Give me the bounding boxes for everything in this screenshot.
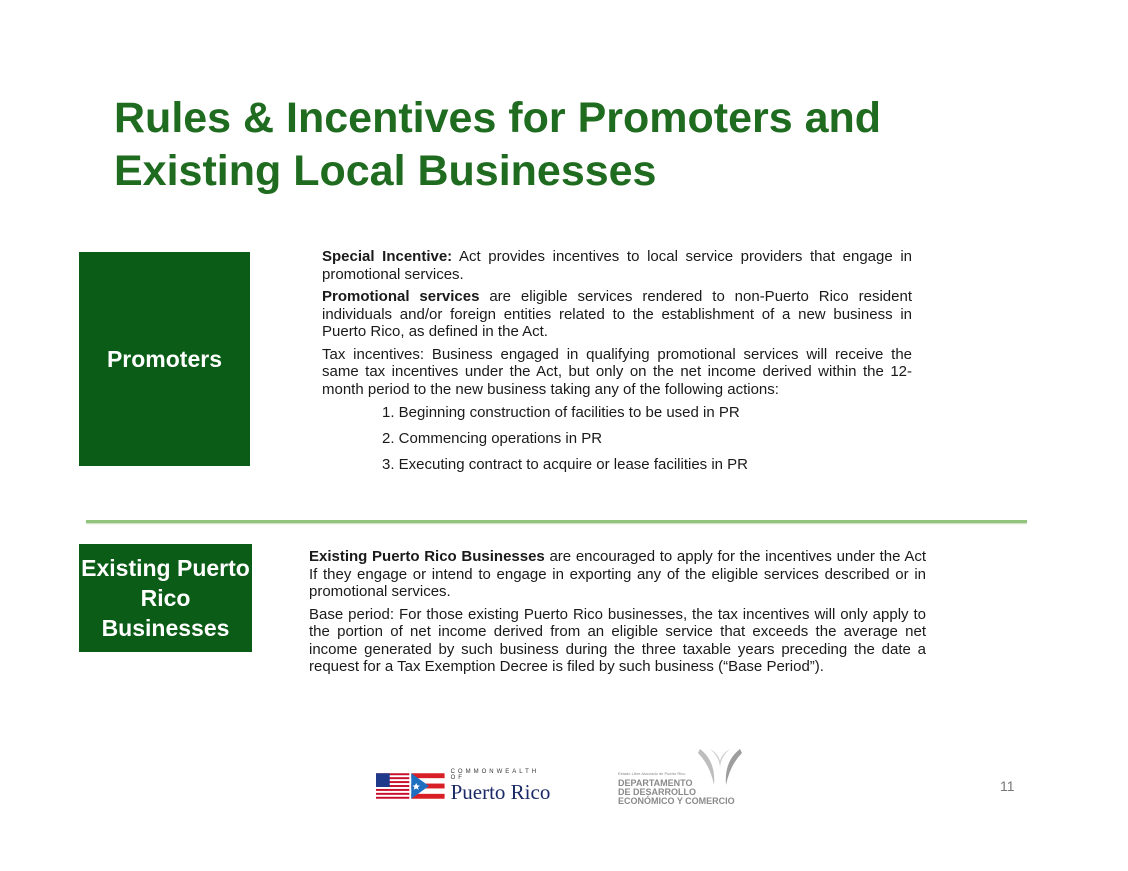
list-item: 1. Beginning construction of facilities to be used in PR — [382, 404, 740, 421]
promoters-label: Promoters — [106, 346, 223, 372]
promotional-services-paragraph — [322, 288, 912, 341]
base-period-paragraph: Base period: For those existing Puerto Rico businesses, the tax incentives will only apply to the portion of net income derived from an eligible service that exceeds the average net income generated by such business during the three taxable years preceding the date a request for a Tax Exemption Decree is filed by such business (“Base Period”). — [309, 605, 926, 675]
ddec-line-1: DEPARTAMENTO — [618, 778, 693, 788]
special-incentive-paragraph — [322, 248, 912, 283]
ddec-small-text: Estado Libre Asociado de Puerto Rico — [618, 771, 686, 776]
promoters-label-box — [79, 252, 250, 466]
pr-logo-small-text: COMMONWEALTH OF — [450, 769, 540, 781]
ddec-line-2: DE DESARROLLO — [618, 787, 697, 797]
list-item: 2. Commencing operations in PR — [382, 430, 603, 447]
us-pr-flags-icon — [376, 773, 445, 799]
tax-incentives-paragraph: Tax incentives: Business engaged in qualifying promotional services will receive the same tax incentives under the Act, but only on the net income derived within the 12-month period to the new business taking any of the following actions: — [322, 345, 912, 398]
existing-businesses-label: Existing Puerto Rico Businesses — [81, 555, 250, 641]
actions-list — [382, 404, 912, 474]
existing-businesses-text: are encouraged to apply for the incentives under the Act If they engage or intend to engage in exporting any of the eligible services described or in promotional services. — [309, 548, 926, 600]
list-item: 3. Executing contract to acquire or lease facilities in PR — [382, 456, 749, 473]
special-incentive-term: Special Incentive: — [322, 248, 453, 265]
slide-title: Rules & Incentives for Promoters and Existing Local Businesses — [114, 94, 882, 195]
special-incentive-text: Act provides incentives to local service providers that engage in promotional services. — [322, 248, 913, 283]
ddec-line-3: ECONÓMICO Y COMERCIO — [618, 796, 735, 806]
ddec-logo — [618, 747, 758, 807]
existing-businesses-description — [309, 548, 926, 681]
existing-businesses-term: Existing Puerto Rico Businesses — [309, 548, 545, 565]
commonwealth-puerto-rico-logo — [376, 769, 556, 804]
page-number: 11 — [1000, 778, 1015, 794]
existing-businesses-paragraph — [309, 548, 926, 601]
promotional-services-term: Promotional services — [322, 288, 480, 305]
promoters-description — [322, 248, 912, 482]
existing-businesses-label-box — [79, 544, 252, 652]
section-divider — [86, 520, 1027, 523]
promotional-services-text: are eligible services rendered to non-Puerto Rico resident individuals and/or foreign entities related to the establishment of a new business in Puerto Rico, as defined in the Act. — [322, 288, 913, 340]
pr-logo-big-text: Puerto Rico — [450, 780, 551, 804]
